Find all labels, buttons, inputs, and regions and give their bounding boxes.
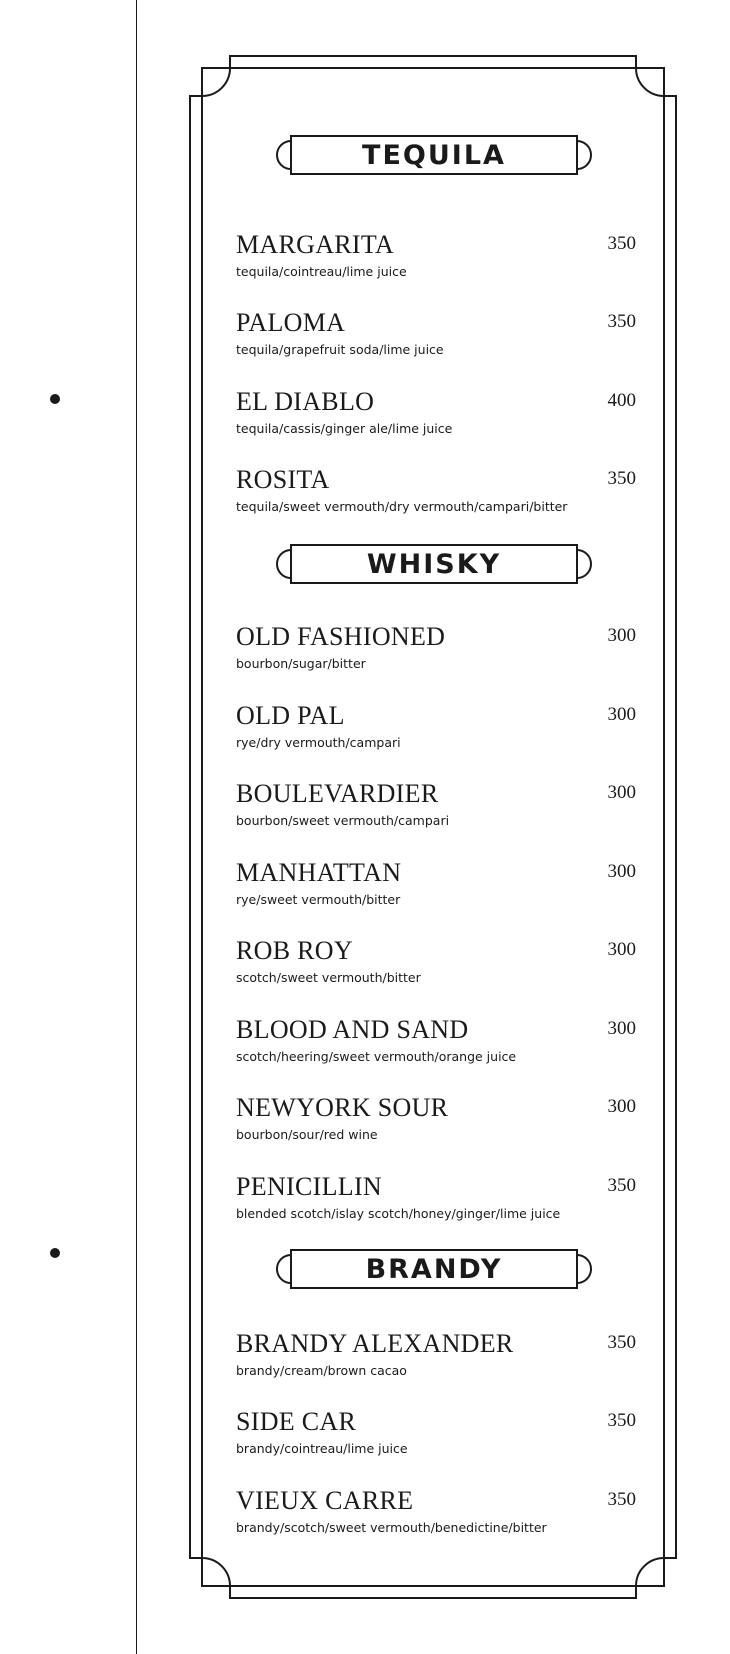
item-name: OLD FASHIONED [236, 622, 446, 651]
section-header-brandy [276, 1249, 592, 1289]
item-description: tequila/grapefruit soda/lime juice [236, 342, 444, 357]
section-title: BRANDY [365, 1254, 503, 1285]
item-price: 350 [607, 1332, 636, 1353]
item-name: BLOOD AND SAND [236, 1015, 469, 1044]
item-price: 400 [607, 390, 636, 411]
item-description: tequila/cassis/ginger ale/lime juice [236, 421, 453, 436]
menu-item [236, 308, 636, 368]
menu-item [236, 1329, 636, 1389]
menu-item [236, 701, 636, 761]
menu-item [236, 936, 636, 996]
item-description: scotch/heering/sweet vermouth/orange juice [236, 1049, 517, 1064]
item-name: ROB ROY [236, 936, 353, 965]
menu-item [236, 230, 636, 290]
item-name: BOULEVARDIER [236, 779, 439, 808]
item-description: rye/dry vermouth/campari [236, 735, 401, 750]
item-name: SIDE CAR [236, 1407, 357, 1436]
item-price: 300 [607, 704, 636, 725]
item-name: NEWYORK SOUR [236, 1093, 449, 1122]
section-header-tequila [276, 135, 592, 175]
item-price: 350 [607, 233, 636, 254]
section-title: WHISKY [366, 549, 502, 580]
menu-item [236, 622, 636, 682]
item-price: 350 [607, 311, 636, 332]
item-description: blended scotch/islay scotch/honey/ginger/lime juice [236, 1206, 561, 1221]
menu-item [236, 1093, 636, 1153]
menu-item [236, 1486, 636, 1546]
item-description: tequila/cointreau/lime juice [236, 264, 407, 279]
item-description: brandy/cream/brown cacao [236, 1363, 407, 1378]
item-name: BRANDY ALEXANDER [236, 1329, 514, 1358]
item-name: OLD PAL [236, 701, 345, 730]
item-description: bourbon/sour/red wine [236, 1127, 378, 1142]
menu-item [236, 1407, 636, 1467]
menu-item [236, 465, 636, 525]
menu-item [236, 858, 636, 918]
item-price: 300 [607, 861, 636, 882]
item-name: MARGARITA [236, 230, 395, 259]
item-price: 300 [607, 1018, 636, 1039]
item-price: 300 [607, 1096, 636, 1117]
menu-item [236, 387, 636, 447]
item-price: 300 [607, 782, 636, 803]
item-price: 300 [607, 939, 636, 960]
item-name: VIEUX CARRE [236, 1486, 414, 1515]
item-name: ROSITA [236, 465, 330, 494]
item-name: EL DIABLO [236, 387, 375, 416]
item-description: brandy/scotch/sweet vermouth/benedictine/bitter [236, 1520, 547, 1535]
item-price: 350 [607, 468, 636, 489]
item-price: 350 [607, 1489, 636, 1510]
item-name: MANHATTAN [236, 858, 402, 887]
item-name: PALOMA [236, 308, 346, 337]
section-header-whisky [276, 544, 592, 584]
item-price: 350 [607, 1410, 636, 1431]
item-description: bourbon/sweet vermouth/campari [236, 813, 450, 828]
item-description: bourbon/sugar/bitter [236, 656, 366, 671]
item-price: 350 [607, 1175, 636, 1196]
section-title: TEQUILA [362, 140, 506, 171]
menu-item [236, 779, 636, 839]
menu-item [236, 1015, 636, 1075]
menu-item [236, 1172, 636, 1232]
item-price: 300 [607, 625, 636, 646]
item-name: PENICILLIN [236, 1172, 382, 1201]
item-description: brandy/cointreau/lime juice [236, 1441, 408, 1456]
item-description: scotch/sweet vermouth/bitter [236, 970, 421, 985]
item-description: tequila/sweet vermouth/dry vermouth/campari/bitter [236, 499, 568, 514]
item-description: rye/sweet vermouth/bitter [236, 892, 401, 907]
